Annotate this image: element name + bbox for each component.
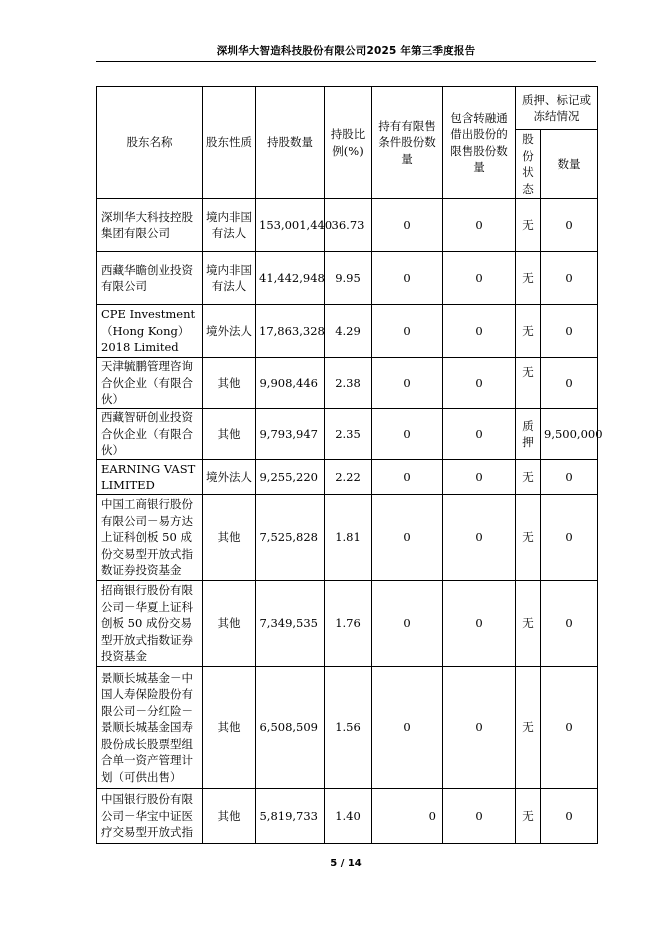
- pledge-status: 无: [516, 305, 541, 358]
- shareholder-nature: 其他: [203, 581, 256, 667]
- shareholder-name: 天津毓鹏管理咨询合伙企业（有限合伙）: [97, 358, 203, 409]
- pledge-status: 无: [516, 495, 541, 581]
- restricted-shares: 0: [372, 358, 443, 409]
- shareholder-name: 中国银行股份有限公司－华宝中证医疗交易型开放式指: [97, 789, 203, 844]
- shareholder-name: 中国工商银行股份有限公司－易方达上证科创板 50 成份交易型开放式指数证券投资基金: [97, 495, 203, 581]
- header-pledge-amount: 数量: [541, 130, 598, 199]
- holding-ratio: 1.76: [325, 581, 372, 667]
- restricted-incl-lent: 0: [443, 789, 516, 844]
- page-number: 5 / 14: [330, 858, 362, 869]
- shares-held: 6,508,509: [256, 667, 325, 789]
- shares-held: 9,908,446: [256, 358, 325, 409]
- restricted-shares: 0: [372, 581, 443, 667]
- pledge-status: 质押: [516, 409, 541, 460]
- pledge-amount: 9,500,000: [541, 409, 598, 460]
- table-row: [97, 667, 598, 789]
- restricted-shares: 0: [372, 495, 443, 581]
- table-row: [97, 495, 598, 581]
- restricted-incl-lent: 0: [443, 667, 516, 789]
- table-row: [97, 409, 598, 460]
- shareholder-table: [96, 86, 603, 844]
- table-row: [97, 358, 598, 409]
- holding-ratio: 2.22: [325, 460, 372, 495]
- pledge-status: 无: [516, 789, 541, 844]
- table-row: [97, 581, 598, 667]
- shares-held: 7,525,828: [256, 495, 325, 581]
- shares-held: 41,442,948: [256, 252, 325, 305]
- pledge-status: 无: [516, 667, 541, 789]
- header-pledge-status: 股份状态: [516, 130, 541, 199]
- table-row: [97, 199, 598, 252]
- pledge-amount: 0: [541, 789, 598, 844]
- restricted-incl-lent: 0: [443, 358, 516, 409]
- pledge-amount: 0: [541, 667, 598, 789]
- header-restricted: 持有有限售条件股份数量: [372, 87, 443, 199]
- shares-held: 153,001,440: [256, 199, 325, 252]
- restricted-incl-lent: 0: [443, 199, 516, 252]
- restricted-incl-lent: 0: [443, 409, 516, 460]
- restricted-incl-lent: 0: [443, 495, 516, 581]
- header-ratio: 持股比例(%): [325, 87, 372, 199]
- pledge-status: 无: [516, 460, 541, 495]
- restricted-incl-lent: 0: [443, 252, 516, 305]
- restricted-incl-lent: 0: [443, 305, 516, 358]
- shareholder-nature: 境外法人: [203, 305, 256, 358]
- pledge-status: 无: [516, 581, 541, 667]
- shareholder-nature: 其他: [203, 789, 256, 844]
- holding-ratio: 2.38: [325, 358, 372, 409]
- header-restricted-incl-lent: 包含转融通借出股份的限售股份数量: [443, 87, 516, 199]
- shares-held: 5,819,733: [256, 789, 325, 844]
- shareholder-nature: 其他: [203, 667, 256, 789]
- shareholder-nature: 其他: [203, 495, 256, 581]
- header-nature: 股东性质: [203, 87, 256, 199]
- header-name: 股东名称: [97, 87, 203, 199]
- shareholder-nature: 其他: [203, 358, 256, 409]
- pledge-status: 无: [516, 199, 541, 252]
- shareholder-nature: 境外法人: [203, 460, 256, 495]
- table-row: [97, 305, 598, 358]
- shareholder-name: 西藏华瞻创业投资有限公司: [97, 252, 203, 305]
- shareholder-nature: 境内非国有法人: [203, 252, 256, 305]
- shareholder-name: 西藏智研创业投资合伙企业（有限合伙）: [97, 409, 203, 460]
- pledge-amount: 0: [541, 460, 598, 495]
- holding-ratio: 9.95: [325, 252, 372, 305]
- pledge-status: 无: [516, 252, 541, 305]
- pledge-amount: 0: [541, 495, 598, 581]
- restricted-shares: 0: [372, 199, 443, 252]
- shares-held: 17,863,328: [256, 305, 325, 358]
- table-row: [97, 789, 598, 844]
- restricted-incl-lent: 0: [443, 460, 516, 495]
- shareholder-nature: 其他: [203, 409, 256, 460]
- holding-ratio: 1.56: [325, 667, 372, 789]
- restricted-shares: 0: [372, 460, 443, 495]
- pledge-amount: 0: [541, 358, 598, 409]
- pledge-amount: 0: [541, 199, 598, 252]
- restricted-incl-lent: 0: [443, 581, 516, 667]
- table-row: [97, 252, 598, 305]
- shareholder-name: CPE Investment（Hong Kong）2018 Limited: [97, 305, 203, 358]
- header-shares: 持股数量: [256, 87, 325, 199]
- shareholder-name: 景顺长城基金－中国人寿保险股份有限公司－分红险－景顺长城基金国寿股份成长股票型组合单一资产管理计划（可供出售）: [97, 667, 203, 789]
- holding-ratio: 36.73: [325, 199, 372, 252]
- holding-ratio: 1.81: [325, 495, 372, 581]
- holding-ratio: 1.40: [325, 789, 372, 844]
- restricted-shares: 0: [372, 667, 443, 789]
- pledge-status: 无: [516, 358, 541, 409]
- shares-held: 9,793,947: [256, 409, 325, 460]
- header-rule: [96, 61, 596, 62]
- pledge-amount: 0: [541, 305, 598, 358]
- header-pledge-group: 质押、标记或冻结情况: [516, 87, 598, 130]
- pledge-amount: 0: [541, 581, 598, 667]
- holding-ratio: 4.29: [325, 305, 372, 358]
- shares-held: 7,349,535: [256, 581, 325, 667]
- shares-held: 9,255,220: [256, 460, 325, 495]
- shareholder-name: 招商银行股份有限公司－华夏上证科创板 50 成份交易型开放式指数证券投资基金: [97, 581, 203, 667]
- restricted-shares: 0: [372, 409, 443, 460]
- shareholder-name: EARNING VAST LIMITED: [97, 460, 203, 495]
- shareholder-nature: 境内非国有法人: [203, 199, 256, 252]
- table-row: [97, 460, 598, 495]
- restricted-shares: 0: [372, 252, 443, 305]
- report-header: 深圳华大智造科技股份有限公司2025 年第三季度报告: [216, 45, 476, 57]
- holding-ratio: 2.35: [325, 409, 372, 460]
- shareholder-name: 深圳华大科技控股集团有限公司: [97, 199, 203, 252]
- restricted-shares: 0: [372, 305, 443, 358]
- restricted-shares: 0: [372, 789, 443, 844]
- pledge-amount: 0: [541, 252, 598, 305]
